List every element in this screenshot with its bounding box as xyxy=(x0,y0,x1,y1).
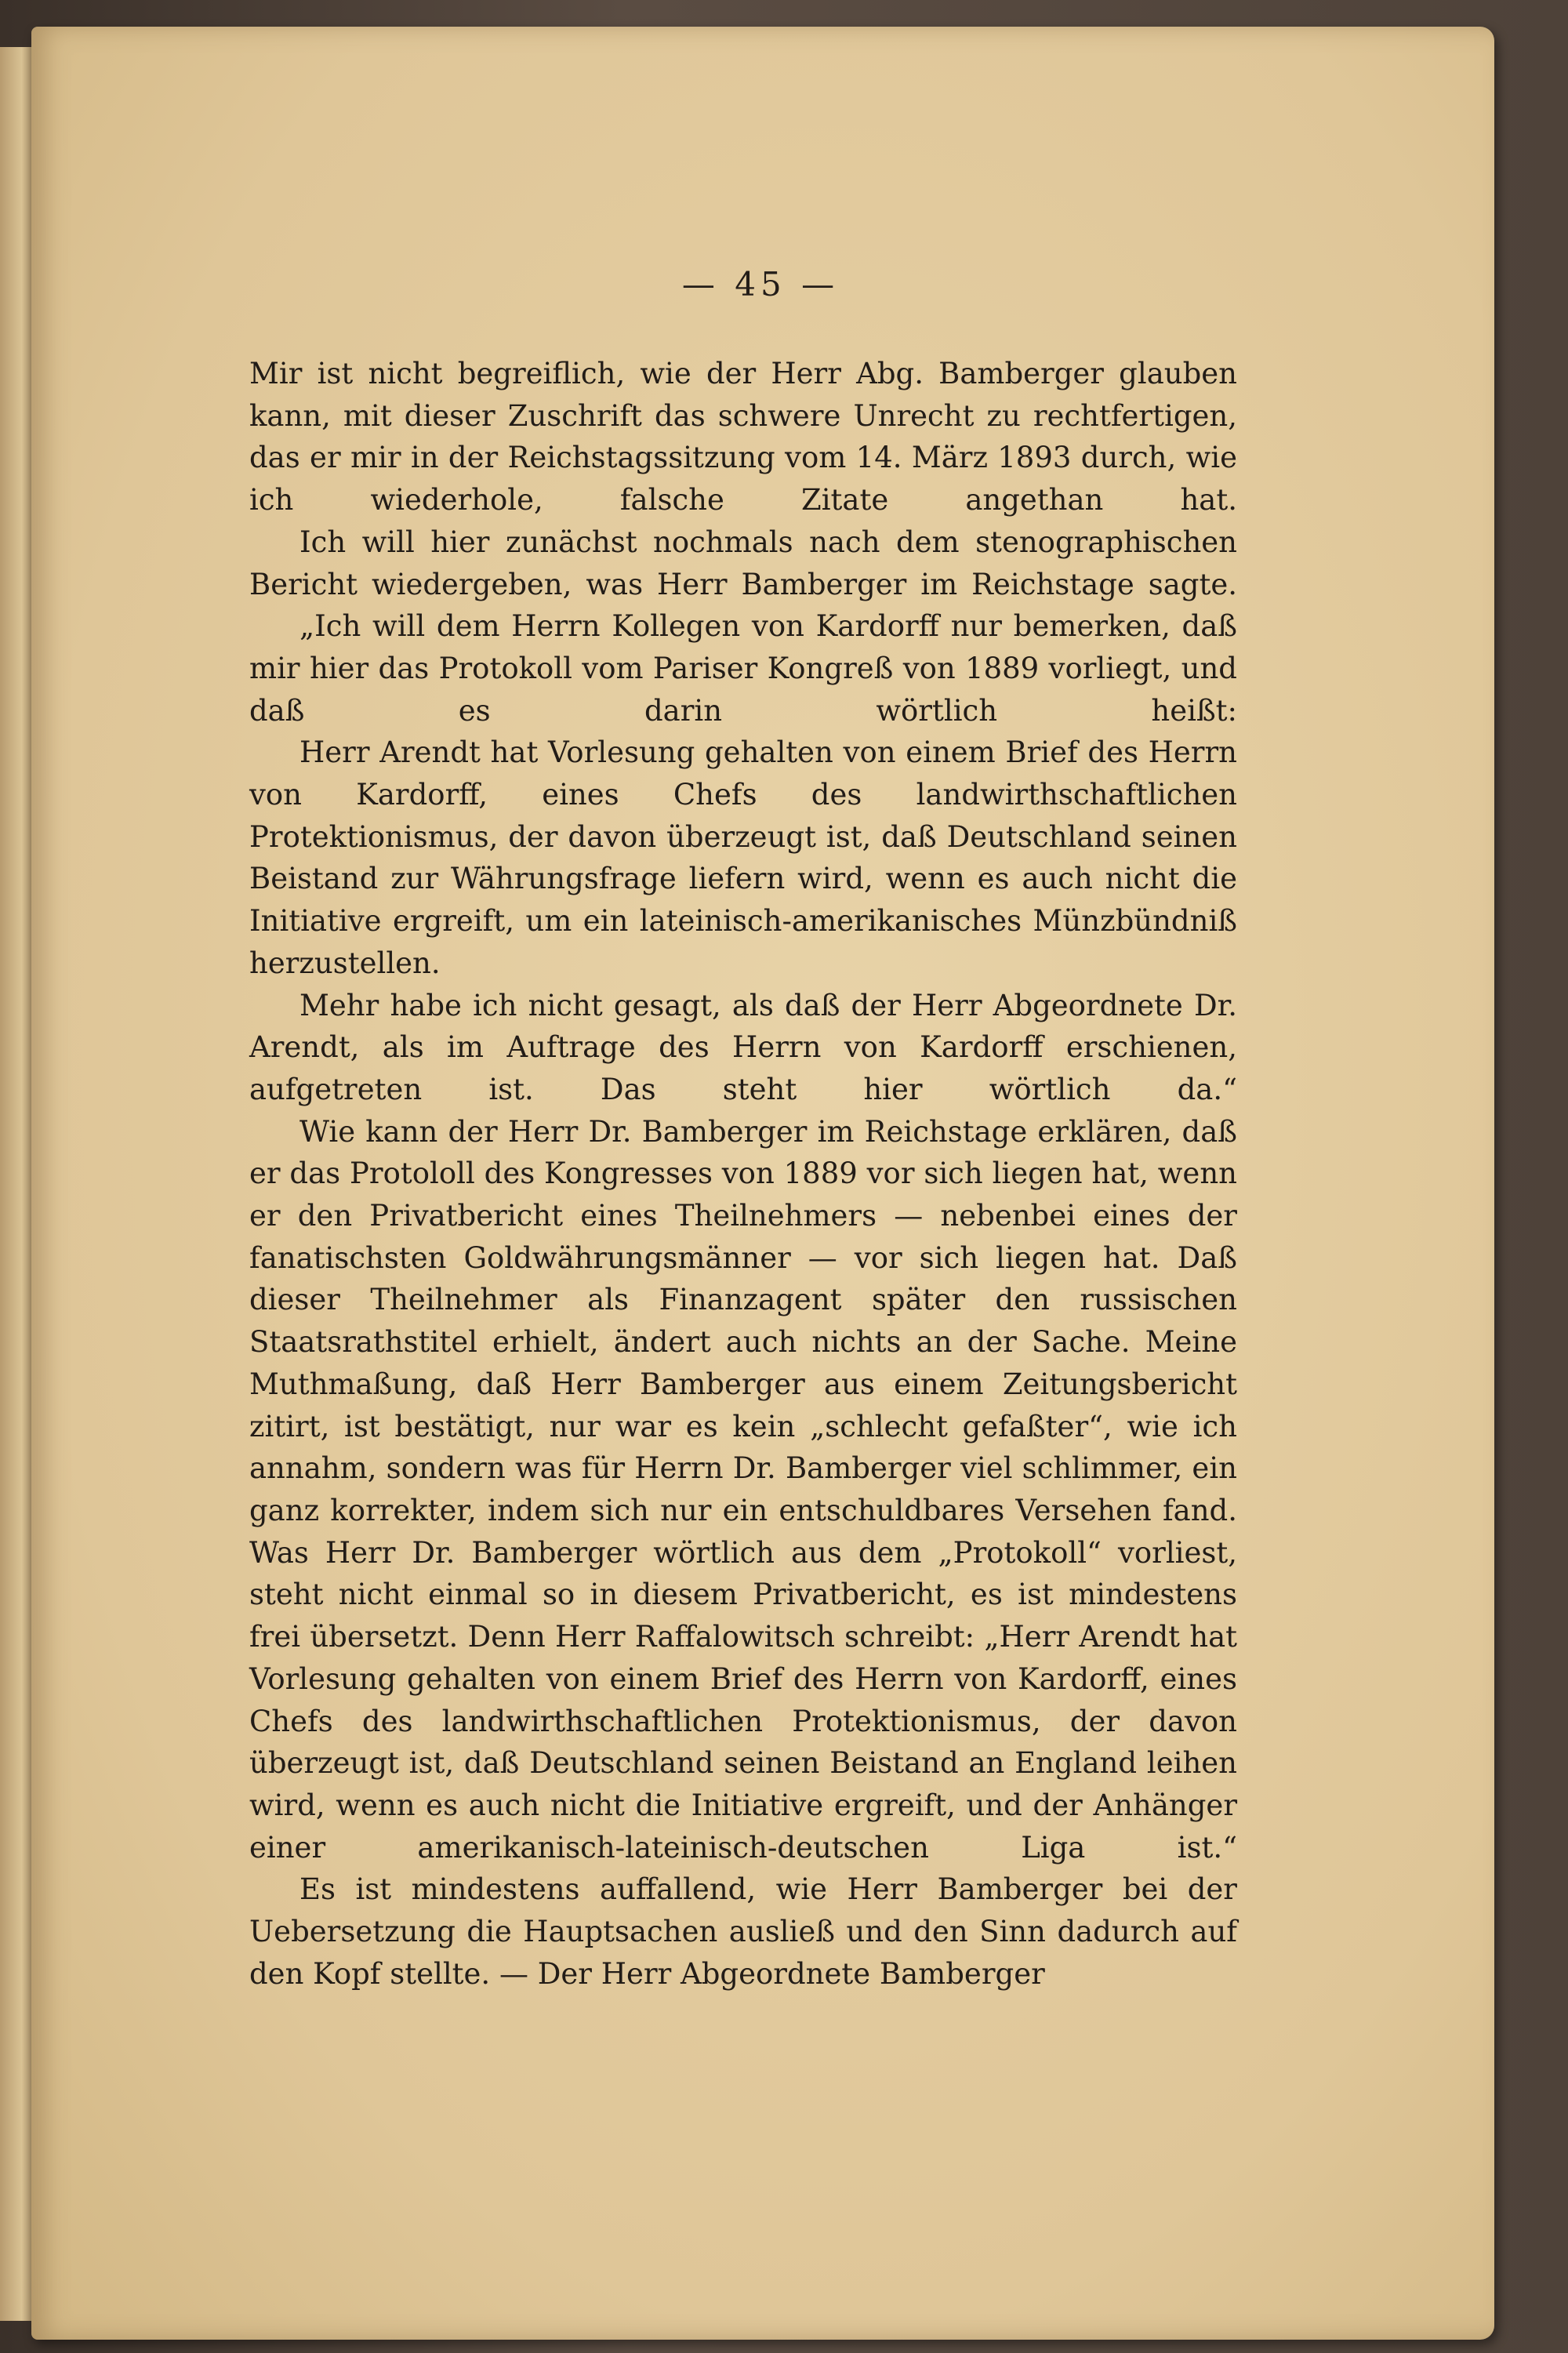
paragraph-2: Ich will hier zunächst nochmals nach dem stenographischen Bericht wiedergeben, was Herr Bamberger im Reichstage sagte. xyxy=(249,525,1237,601)
paragraph-7: Es ist mindestens auffallend, wie Herr Bamberger bei der Uebersetzung die Hauptsachen ausließ und den Sinn dadurch auf den Kopf stellte. — Der Herr Abgeordnete Bamberger xyxy=(249,1872,1237,1991)
page-number: — 45 — xyxy=(681,265,840,303)
paragraph-4-quoted-protocol: Herr Arendt hat Vorlesung gehalten von einem Brief des Herrn von Kardorff, eines Chefs des landwirthschaftlichen Protektionismus, der davon überzeugt ist, daß Deutschland seinen Beistand zur Währungsfrage liefern wird, wenn es auch nicht die Initiative ergreift, um ein lateinisch-amerikanisches Münzbündniß herzustellen. xyxy=(249,735,1237,980)
paragraph-6: Wie kann der Herr Dr. Bamberger im Reichstage erklären, daß er das Protololl des Kongresses von 1889 vor sich liegen hat, wenn er den Privatbericht eines Theilnehmers — nebenbei eines der fanatischsten Goldwährungsmänner — vor sich liegen hat. Daß dieser Theilnehmer als Finanzagent später den russischen Staatsrathstitel erhielt, ändert auch nichts an der Sache. Meine Muthmaßung, daß Herr Bamberger aus einem Zeitungsbericht zitirt, ist bestätigt, nur war es kein „schlecht gefaßter“, wie ich annahm, sondern was für Herrn Dr. Bamberger viel schlimmer, ein ganz korrekter, indem sich nur ein entschuldbares Versehen fand. Was Herr Dr. Bamberger wörtlich aus dem „Protokoll“ vorliest, steht nicht einmal so in diesem Privatbericht, es ist mindestens frei übersetzt. Denn Herr Raffalowitsch schreibt: „Herr Arendt hat Vorlesung gehalten von einem Brief des Herrn von Kardorff, eines Chefs des landwirthschaftlichen Protektionismus, der davon überzeugt ist, daß Deutschland seinen Beistand an England leihen wird, wenn es auch nicht die Initiative ergreift, und der Anhänger einer amerikanisch-lateinisch-deutschen Liga ist.“ xyxy=(249,1114,1237,1865)
paragraph-3-quote-start: „Ich will dem Herrn Kollegen von Kardorff nur bemerken, daß mir hier das Protokoll vom Pariser Kongreß von 1889 vorliegt, und daß es darin wörtlich heißt: xyxy=(249,609,1237,728)
paragraph-5-quote-end: Mehr habe ich nicht gesagt, als daß der Herr Abgeordnete Dr. Arendt, als im Auftrage des Herrn von Kardorff erschienen, aufgetreten ist. Das steht hier wörtlich da.“ xyxy=(249,988,1237,1106)
body-text xyxy=(249,353,1237,1995)
paragraph-1: Mir ist nicht begreiflich, wie der Herr Abg. Bamberger glauben kann, mit dieser Zuschrift das schwere Unrecht zu rechtfertigen, das er mir in der Reichstagssitzung vom 14. März 1893 durch, wie ich wiederhole, falsche Zitate angethan hat. xyxy=(249,357,1237,517)
